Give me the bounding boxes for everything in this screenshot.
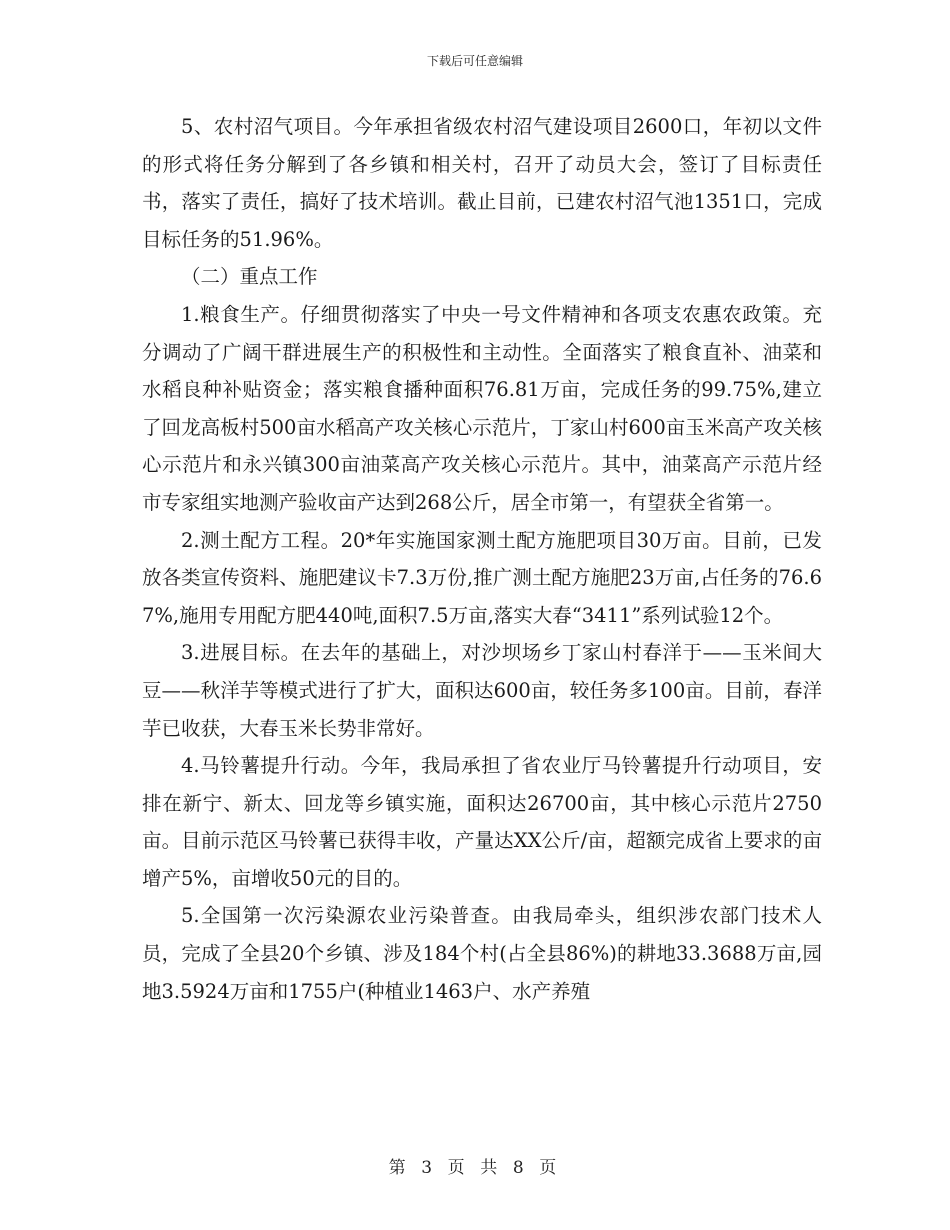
paragraph-grain-production: 1.粮食生产。仔细贯彻落实了中央一号文件精神和各项支农惠农政策。充分调动了广阔干群进展生产的积极性和主动性。全面落实了粮食直补、油菜和水稻良种补贴资金；落实粮食播种面积76.81万亩，完成任务的99.75%,建立了回龙高板村500亩水稻高产攻关核心示范片，丁家山村600亩玉米高产攻关核心示范片和永兴镇300亩油菜高产攻关核心示范片。其中，油菜高产示范片经市专家组实地测产验收亩产达到268公斤，居全市第一，有望获全省第一。 <box>142 302 822 514</box>
paragraph-biogas-project: 5、农村沼气项目。今年承担省级农村沼气建设项目2600口，年初以文件的形式将任务分解到了各乡镇和相关村，召开了动员大会，签订了目标责任书，落实了责任，搞好了技术培训。截止目前，已建农村沼气池1351口，完成目标任务的51.96%。 <box>142 115 822 251</box>
paragraph-pollution-census: 5.全国第一次污染源农业污染普查。由我局牵头，组织涉农部门技术人员，完成了全县20个乡镇、涉及184个村(占全县86%)的耕地33.3688万亩,园地3.5924万亩和1755户(种植业1463户、水产养殖 <box>142 904 822 1003</box>
paragraph-potato-action: 4.马铃薯提升行动。今年，我局承担了省农业厅马铃薯提升行动项目，安排在新宁、新太、回龙等乡镇实施，面积达26700亩，其中核心示范片2750亩。目前示范区马铃薯已获得丰收，产量达XX公斤/亩，超额完成省上要求的亩增产5%，亩增收50元的目的。 <box>142 754 822 890</box>
section-heading-key-work: （二）重点工作 <box>181 265 318 289</box>
page-header-note: 下载后可任意编辑 <box>426 54 523 68</box>
paragraph-progress-goals: 3.进展目标。在去年的基础上，对沙坝场乡丁家山村春洋于——玉米间大豆——秋洋芋等模式进行了扩大，面积达600亩，较任务多100亩。目前，春洋芋已收获，大春玉米长势非常好。 <box>142 641 822 740</box>
document-body <box>142 108 822 1010</box>
paragraph-soil-testing: 2.测土配方工程。20*年实施国家测土配方施肥项目30万亩。目前，已发放各类宣传资料、施肥建议卡7.3万份,推广测土配方施肥23万亩,占任务的76.67%,施用专用配方肥440吨,面积7.5万亩,落实大春“3411”系列试验12个。 <box>142 528 822 627</box>
page-number: 第 3 页 共 8 页 <box>388 1158 562 1178</box>
